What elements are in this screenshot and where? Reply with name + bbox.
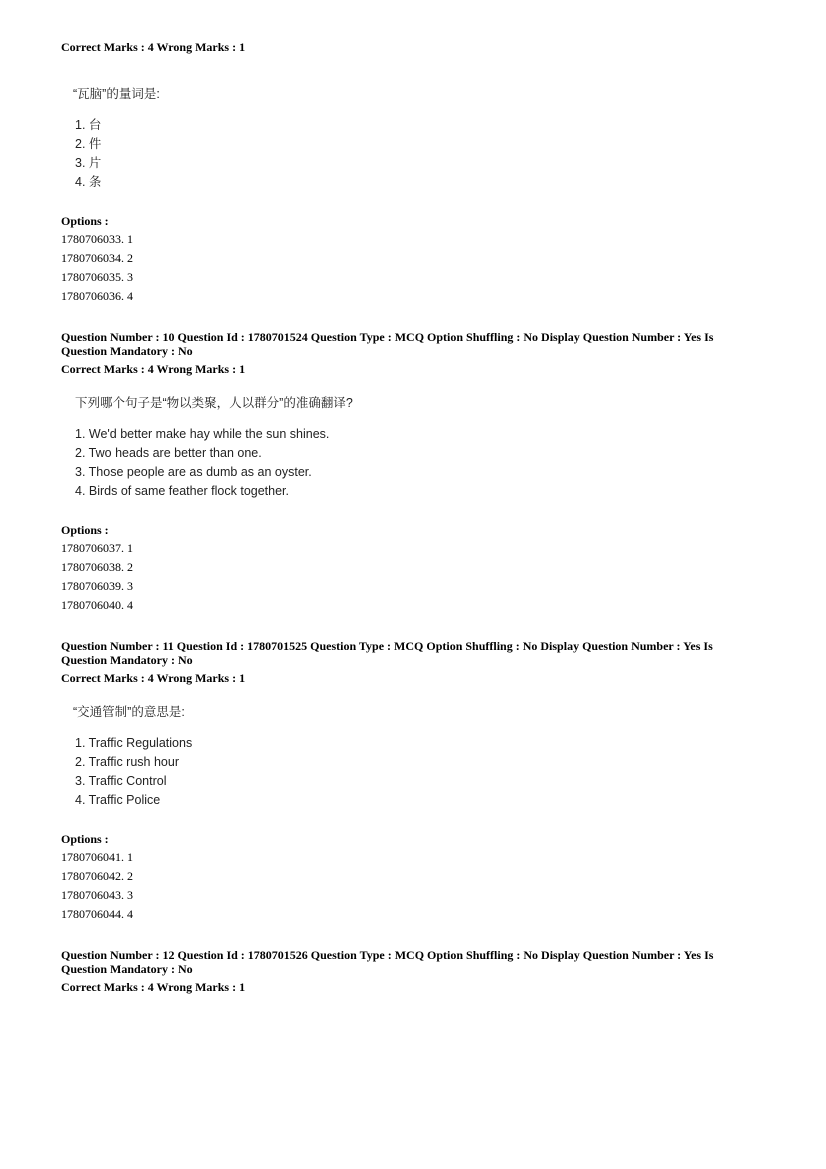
- q10-option-3: 1780706039. 3: [61, 579, 133, 593]
- q10-choice-list: [75, 425, 775, 501]
- q9-option-1: 1780706033. 1: [61, 232, 133, 246]
- q10-option-1: 1780706037. 1: [61, 541, 133, 555]
- q11-option-2: 1780706042. 2: [61, 869, 133, 883]
- q9-choice-list: [75, 116, 775, 192]
- q11-choice-3: 3. Traffic Control: [75, 774, 167, 788]
- q9-choice-4: 4. 条: [75, 175, 102, 189]
- q10-options-label: Options :: [61, 523, 109, 537]
- q9-choice-3: 3. 片: [75, 156, 102, 170]
- q11-choice-1: 1. Traffic Regulations: [75, 736, 193, 750]
- q10-option-2: 1780706038. 2: [61, 560, 133, 574]
- q11-option-1: 1780706041. 1: [61, 850, 133, 864]
- q11-options-list: [61, 848, 761, 924]
- q10-choice-2: 2. Two heads are better than one.: [75, 446, 262, 460]
- q11-header: Question Number : 11 Question Id : 1780701525 Question Type : MCQ Option Shuffling : No Display Question Number : Yes Is Question Mandatory : No: [61, 639, 713, 667]
- q9-marks: Correct Marks : 4 Wrong Marks : 1: [61, 40, 246, 54]
- q10-marks: Correct Marks : 4 Wrong Marks : 1: [61, 362, 246, 376]
- q10-question-text: 下列哪个句子是“物以类聚，人以群分”的准确翻译?: [75, 396, 353, 410]
- q10-header: Question Number : 10 Question Id : 1780701524 Question Type : MCQ Option Shuffling : No Display Question Number : Yes Is Question Mandatory : No: [61, 330, 714, 358]
- q11-option-3: 1780706043. 3: [61, 888, 133, 902]
- q9-option-3: 1780706035. 3: [61, 270, 133, 284]
- q10-choice-4: 4. Birds of same feather flock together.: [75, 484, 290, 498]
- q9-question-text: “瓦脑”的量词是:: [73, 87, 160, 101]
- q10-choice-1: 1. We'd better make hay while the sun shines.: [75, 427, 330, 441]
- q9-options-label: Options :: [61, 214, 109, 228]
- q11-choice-2: 2. Traffic rush hour: [75, 755, 179, 769]
- q11-option-4: 1780706044. 4: [61, 907, 133, 921]
- q9-option-2: 1780706034. 2: [61, 251, 133, 265]
- q11-choice-4: 4. Traffic Police: [75, 793, 161, 807]
- q11-question-text: “交通管制”的意思是:: [73, 705, 185, 719]
- q10-options-list: [61, 539, 761, 615]
- q10-choice-3: 3. Those people are as dumb as an oyster.: [75, 465, 312, 479]
- q11-options-label: Options :: [61, 832, 109, 846]
- q10-option-4: 1780706040. 4: [61, 598, 133, 612]
- q9-choice-2: 2. 件: [75, 137, 102, 151]
- q11-marks: Correct Marks : 4 Wrong Marks : 1: [61, 671, 246, 685]
- q12-header: Question Number : 12 Question Id : 1780701526 Question Type : MCQ Option Shuffling : No Display Question Number : Yes Is Question Mandatory : No: [61, 948, 714, 976]
- q9-option-4: 1780706036. 4: [61, 289, 133, 303]
- q9-options-list: [61, 230, 761, 306]
- q11-choice-list: [75, 734, 775, 810]
- q9-choice-1: 1. 台: [75, 118, 102, 132]
- q12-marks: Correct Marks : 4 Wrong Marks : 1: [61, 980, 246, 994]
